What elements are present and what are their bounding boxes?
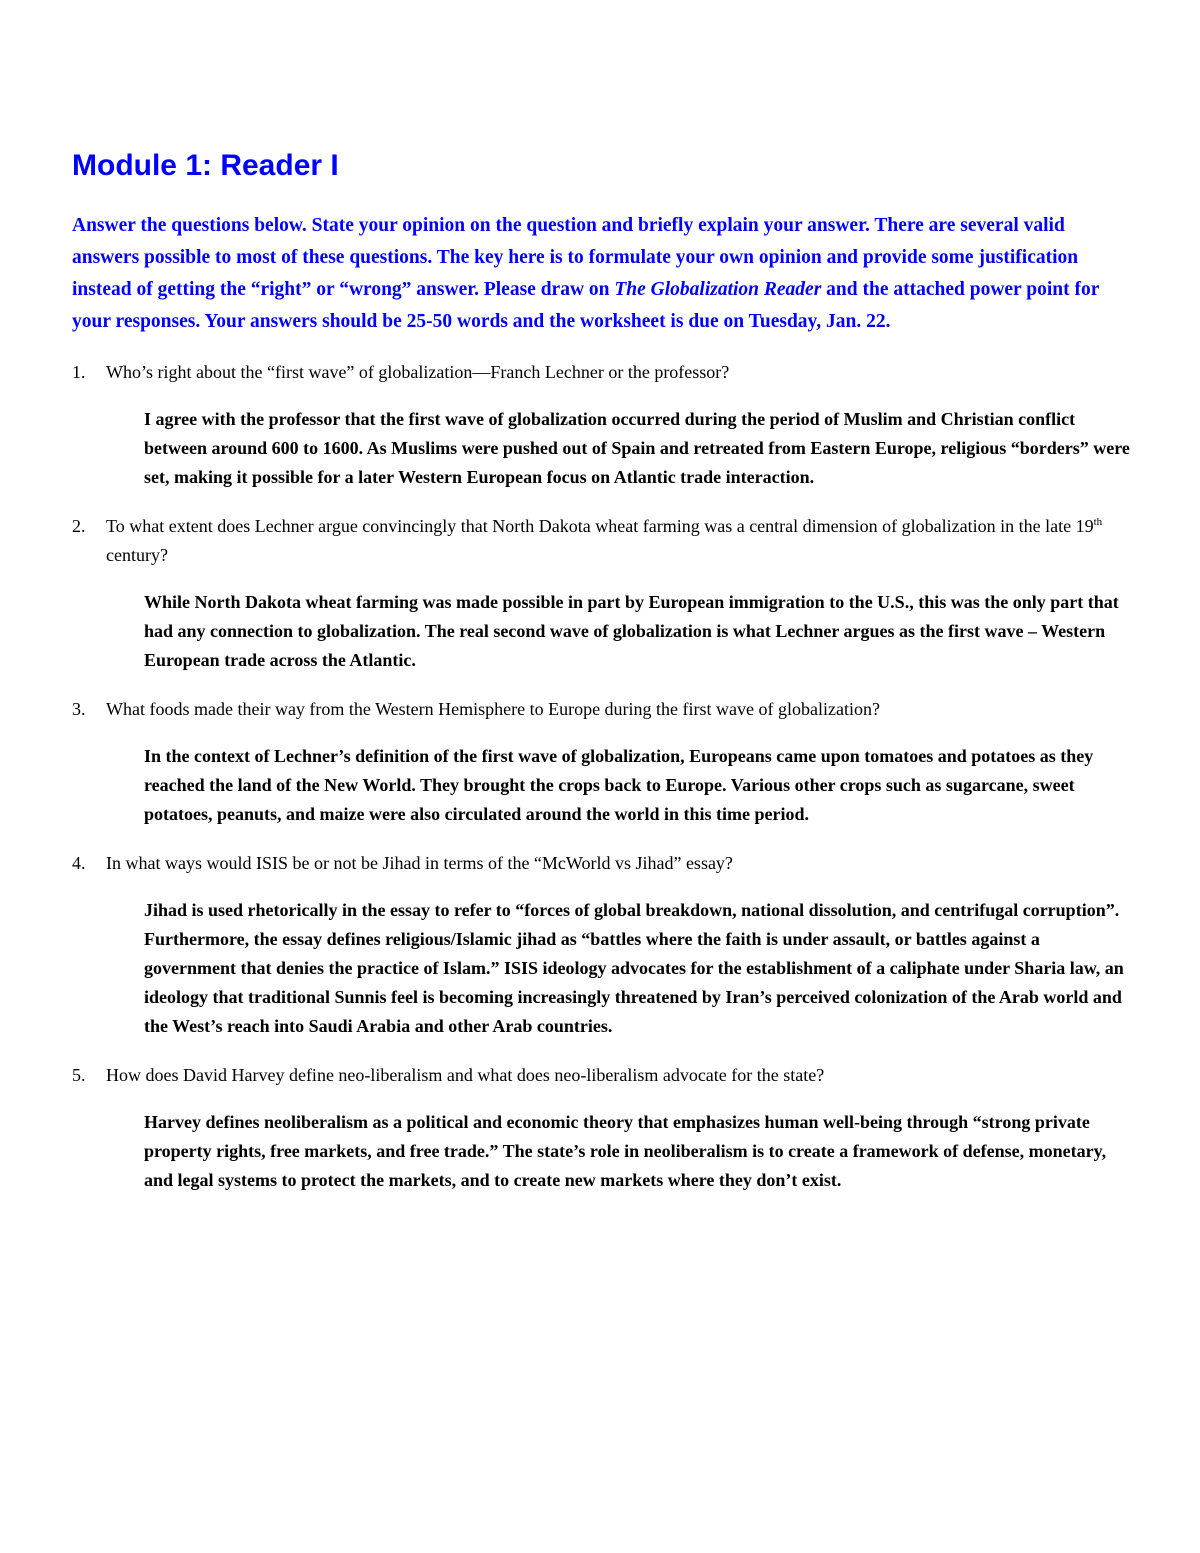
question-prompt: How does David Harvey define neo-liberalism and what does neo-liberalism advocate for the state? bbox=[106, 1065, 825, 1085]
answer-text: Harvey defines neoliberalism as a political and economic theory that emphasizes human well-being through “strong private property rights, free markets, and free trade.” The state’s role in neoliberalism is to create a framework of defense, monetary, and legal systems to protect the markets, and to create new markets where they don’t exist. bbox=[144, 1112, 1107, 1190]
page-title: Module 1: Reader I bbox=[72, 149, 339, 182]
question-number: 3. bbox=[72, 699, 86, 719]
answer-text: While North Dakota wheat farming was made possible in part by European immigration to the U.S., this was the only part that had any connection to globalization. The real second wave of globalization is what Lechner argues as the first wave – Western European trade across the Atlantic. bbox=[144, 592, 1119, 670]
question-item-4 bbox=[72, 849, 1134, 1041]
question-prompt-start: To what extent does Lechner argue convincingly that North Dakota wheat farming was a central dimension of globalization in the late 19 bbox=[106, 516, 1094, 536]
answer-text: Jihad is used rhetorically in the essay to refer to “forces of global breakdown, national dissolution, and centrifugal corruption”. Furthermore, the essay defines religious/Islamic jihad as “battles where the faith is under assault, or battles against a government that denies the practice of Islam.” ISIS ideology advocates for the establishment of a caliphate under Sharia law, an ideology that traditional Sunnis feel is becoming increasingly threatened by Iran’s perceived colonization of the Arab world and the West’s reach into Saudi Arabia and other Arab countries. bbox=[144, 900, 1124, 1036]
question-text bbox=[72, 1061, 1134, 1090]
ordinal-suffix: th bbox=[1093, 516, 1103, 528]
question-number: 1. bbox=[72, 362, 86, 382]
question-prompt bbox=[106, 516, 1102, 565]
question-prompt: In what ways would ISIS be or not be Jihad in terms of the “McWorld vs Jihad” essay? bbox=[106, 853, 733, 873]
instructions-part1: Answer the questions below. State your opinion on the question and briefly explain your answer. There are several valid answers possible to most of these questions. The key here is to formulate your own opinion and provide some justification instead of getting the “right” or “wrong” answer. Please draw on bbox=[72, 215, 1079, 300]
question-number: 4. bbox=[72, 853, 86, 873]
document-page bbox=[72, 148, 1134, 1215]
question-text bbox=[72, 358, 1134, 387]
book-title: The Globalization Reader bbox=[614, 279, 822, 300]
answer-text: I agree with the professor that the first wave of globalization occurred during the period of Muslim and Christian conflict between around 600 to 1600. As Muslims were pushed out of Spain and retreated from Eastern Europe, religious “borders” were set, making it possible for a later Western European focus on Atlantic trade interaction. bbox=[144, 409, 1130, 487]
question-prompt: What foods made their way from the Western Hemisphere to Europe during the first wave of globalization? bbox=[106, 699, 880, 719]
answer-text: In the context of Lechner’s definition of the first wave of globalization, Europeans came upon tomatoes and potatoes as they reached the land of the New World. They brought the crops back to Europe. Various other crops such as sugarcane, sweet potatoes, peanuts, and maize were also circulated around the world in this time period. bbox=[144, 746, 1094, 824]
question-item-5 bbox=[72, 1061, 1134, 1195]
instructions-part2: and the attached power point for your responses. Your answers should be 25-50 words and the worksheet is due on Tuesday, Jan. 22. bbox=[72, 279, 1100, 332]
instructions bbox=[72, 210, 1134, 338]
question-prompt: Who’s right about the “first wave” of globalization—Franch Lechner or the professor? bbox=[106, 362, 730, 382]
question-text bbox=[72, 849, 1134, 878]
question-list bbox=[72, 358, 1134, 1195]
question-text bbox=[72, 695, 1134, 724]
question-number: 5. bbox=[72, 1065, 86, 1085]
question-number: 2. bbox=[72, 516, 86, 536]
question-item-3 bbox=[72, 695, 1134, 829]
question-item-2 bbox=[72, 512, 1134, 675]
question-text bbox=[72, 512, 1134, 570]
question-prompt-end: century? bbox=[106, 545, 168, 565]
question-item-1 bbox=[72, 358, 1134, 492]
